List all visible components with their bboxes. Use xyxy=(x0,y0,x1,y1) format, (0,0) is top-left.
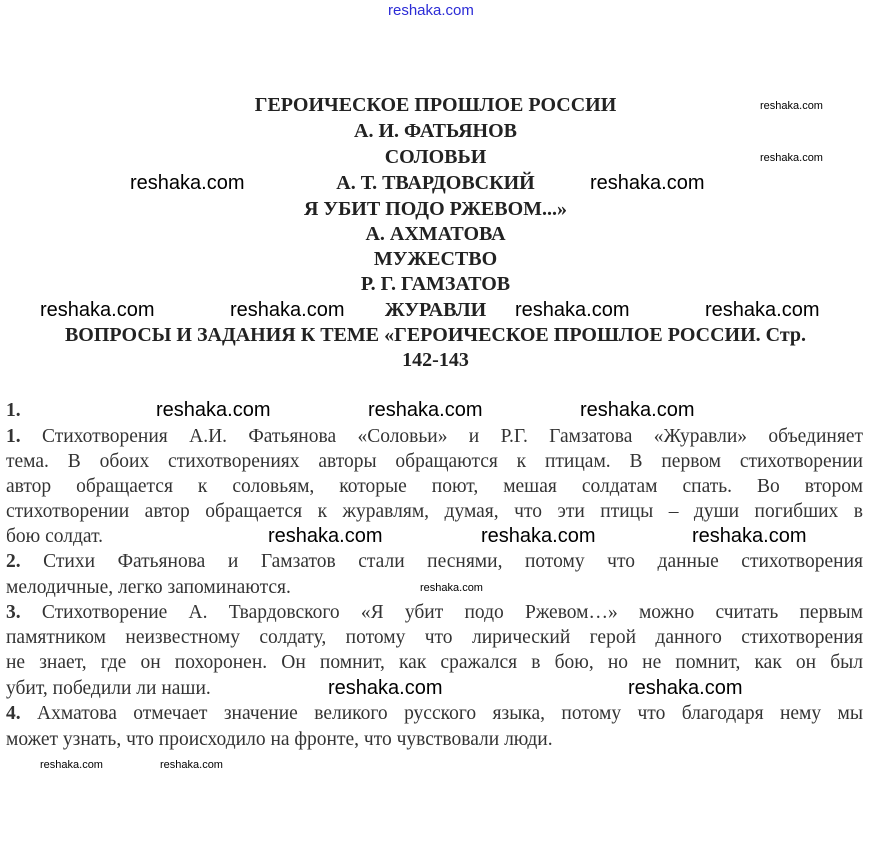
answer-number: 1. xyxy=(6,426,21,447)
answer-text: Стихотворения А.И. Фатьянова «Соловьи» и Р.Г. Гамзатова «Журавли» объединяет xyxy=(20,426,863,447)
heading: ГЕРОИЧЕСКОЕ ПРОШЛОЕ РОССИИ xyxy=(254,94,617,116)
answer-line xyxy=(6,600,863,625)
answer-number: 2. xyxy=(6,551,21,572)
watermark: reshaka.com xyxy=(230,299,345,321)
watermark: reshaka.com xyxy=(692,525,807,547)
heading: МУЖЕСТВО xyxy=(373,248,498,270)
watermark: reshaka.com xyxy=(420,582,483,594)
answer-line: стихотворении автор обращается к журавлям, думая, что эти птицы – души погибших в xyxy=(6,501,863,522)
watermark: reshaka.com xyxy=(705,299,820,321)
answer-line: памятником неизвестному солдату, потому что лирический герой данного стихотворения xyxy=(6,627,863,648)
watermark: reshaka.com xyxy=(160,759,223,771)
answer-line xyxy=(6,701,863,726)
watermark: reshaka.com xyxy=(760,152,823,164)
answer-line: бою солдат. xyxy=(6,526,103,547)
heading: А. И. ФАТЬЯНОВ xyxy=(354,120,517,142)
heading: ЖУРАВЛИ xyxy=(384,299,487,321)
watermark-top: reshaka.com xyxy=(388,2,474,19)
answer-number: 3. xyxy=(6,602,21,623)
watermark: reshaka.com xyxy=(328,677,443,699)
answer-text: Стихи Фатьянова и Гамзатов стали песнями, потому что данные стихотворения xyxy=(20,551,863,572)
watermark: reshaka.com xyxy=(130,172,245,194)
answer-text: Ахматова отмечает значение великого русского языка, потому что благодаря нему мы xyxy=(20,703,863,724)
answer-line: мелодичные, легко запоминаются. xyxy=(6,577,291,598)
watermark: reshaka.com xyxy=(156,399,271,421)
section-number: 1. xyxy=(6,400,21,421)
watermark: reshaka.com xyxy=(268,525,383,547)
heading: СОЛОВЬИ xyxy=(384,146,487,168)
heading: 142-143 xyxy=(402,349,469,371)
watermark: reshaka.com xyxy=(760,100,823,112)
watermark: reshaka.com xyxy=(368,399,483,421)
watermark: reshaka.com xyxy=(580,399,695,421)
watermark: reshaka.com xyxy=(481,525,596,547)
watermark: reshaka.com xyxy=(515,299,630,321)
heading: ВОПРОСЫ И ЗАДАНИЯ К ТЕМЕ «ГЕРОИЧЕСКОЕ ПРОШЛОЕ РОССИИ. Стр. xyxy=(64,324,807,346)
answer-line xyxy=(6,549,863,574)
watermark: reshaka.com xyxy=(590,172,705,194)
heading: Р. Г. ГАМЗАТОВ xyxy=(360,273,511,295)
answer-text: Стихотворение А. Твардовского «Я убит подо Ржевом…» можно считать первым xyxy=(20,602,863,623)
answer-line: убит, победили ли наши. xyxy=(6,678,211,699)
heading: А. АХМАТОВА xyxy=(365,223,506,245)
answer-line xyxy=(6,424,863,449)
watermark: reshaka.com xyxy=(40,759,103,771)
watermark: reshaka.com xyxy=(628,677,743,699)
answer-line: может узнать, что происходило на фронте, что чувствовали люди. xyxy=(6,729,553,750)
answer-number: 4. xyxy=(6,703,21,724)
watermark: reshaka.com xyxy=(40,299,155,321)
heading: Я УБИТ ПОДО РЖЕВОМ...» xyxy=(303,198,568,220)
heading: А. Т. ТВАРДОВСКИЙ xyxy=(336,172,535,194)
answer-line: тема. В обоих стихотворениях авторы обращаются к птицам. В первом стихотворении xyxy=(6,451,863,472)
answer-line: не знает, где он похоронен. Он помнит, как сражался в бою, но не помнит, как он был xyxy=(6,652,863,673)
answer-line: автор обращается к соловьям, которые поют, мешая солдатам спать. Во втором xyxy=(6,476,863,497)
